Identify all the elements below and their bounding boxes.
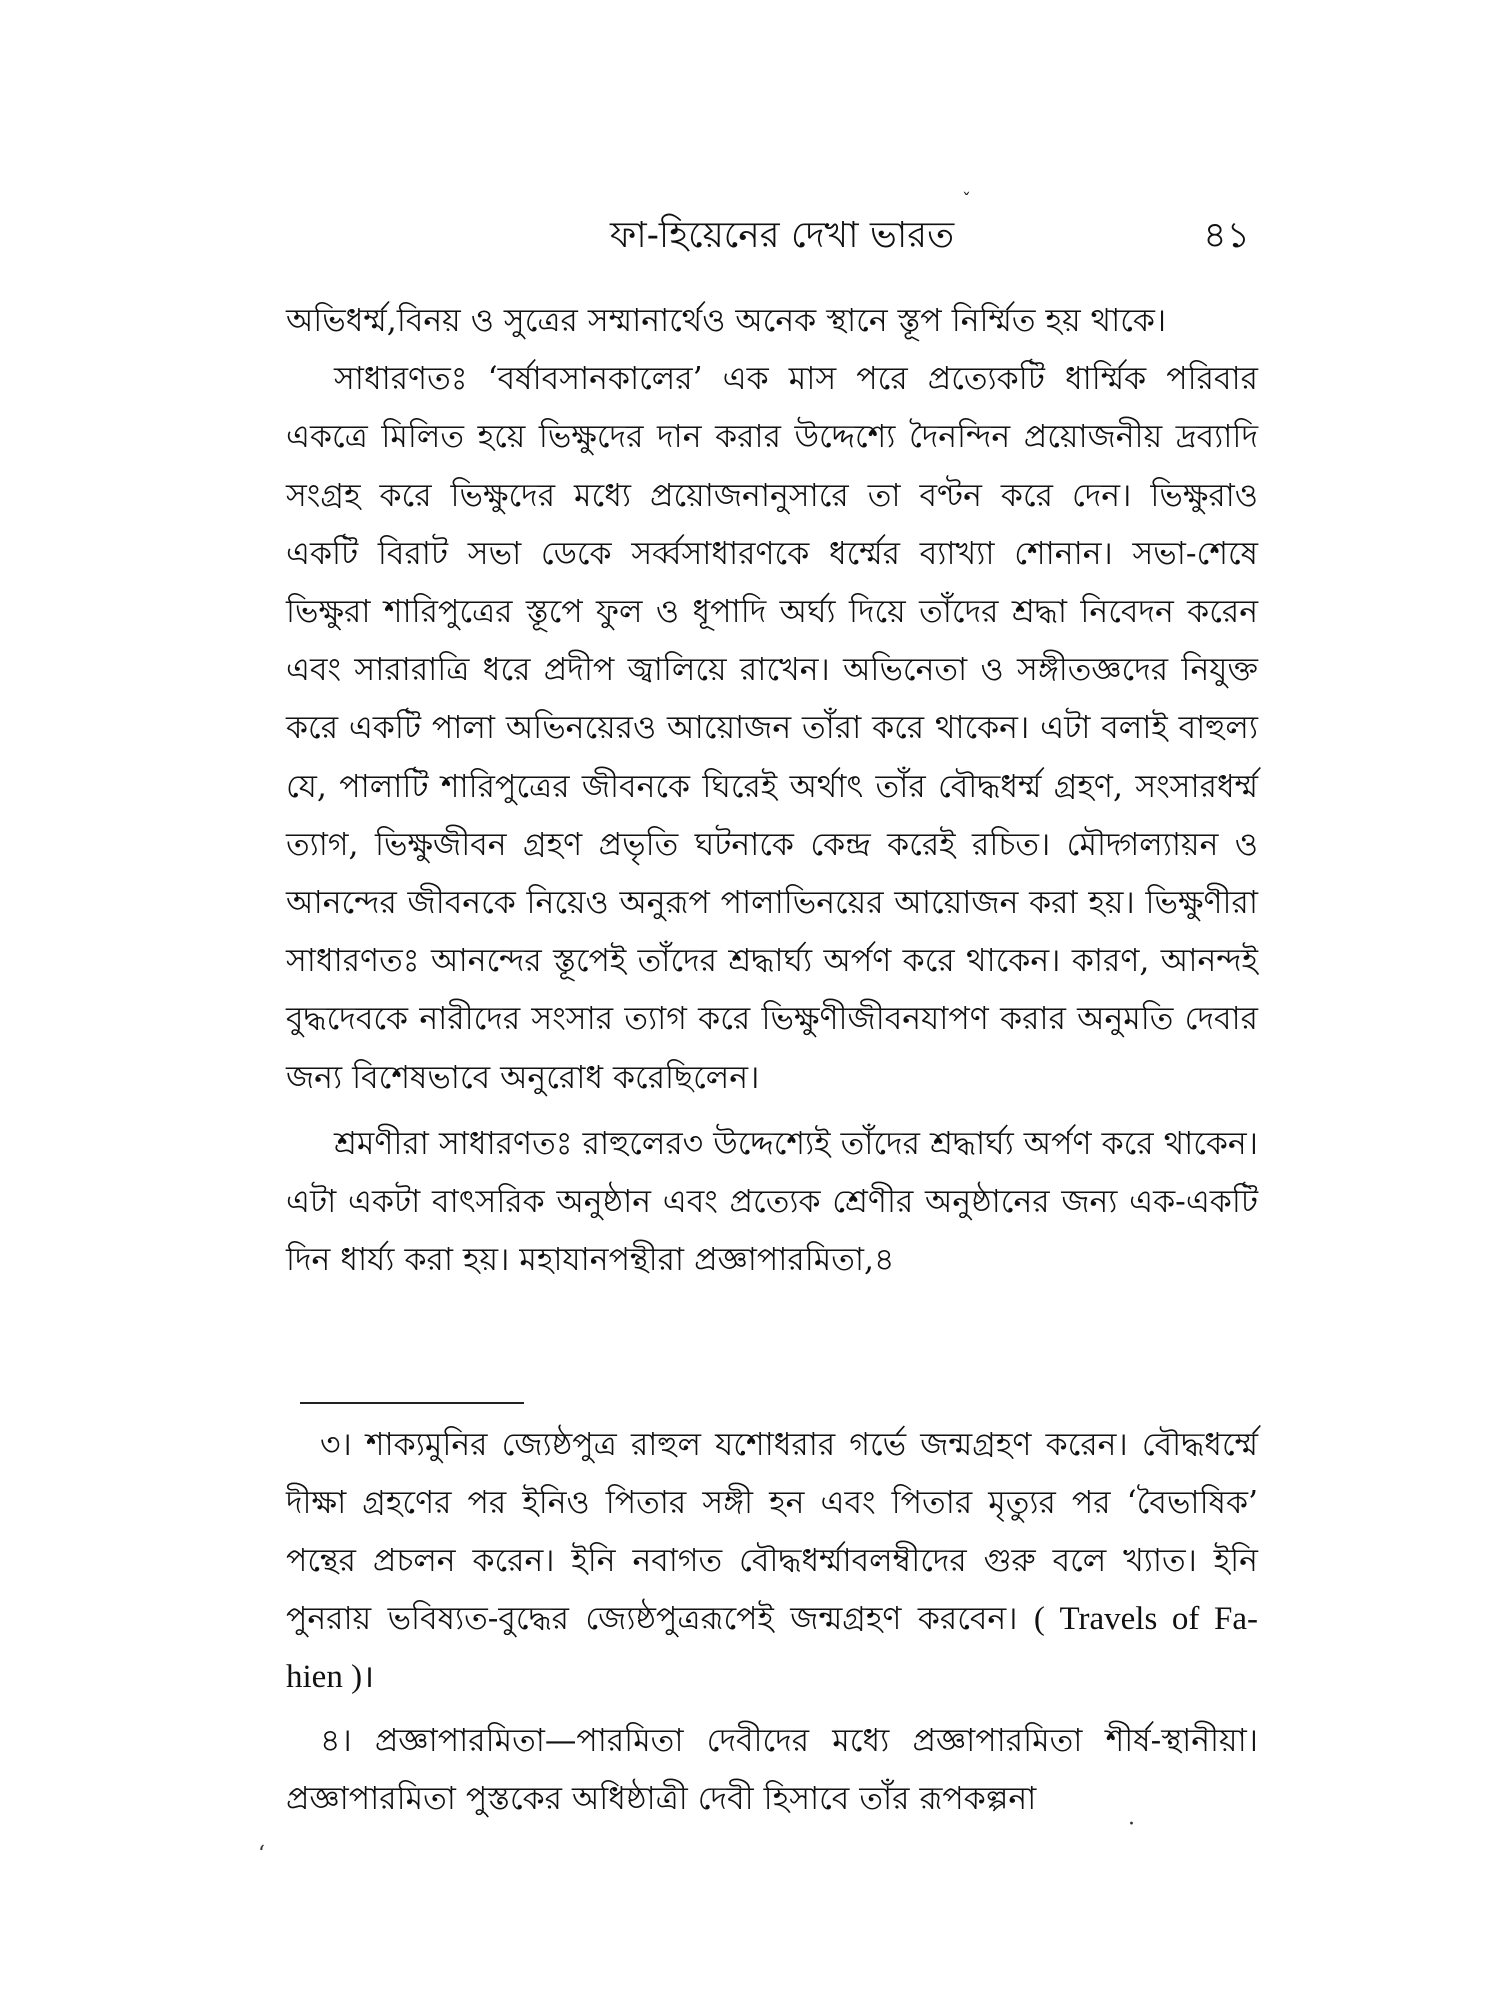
footnote-3 (286, 1416, 1258, 1706)
margin-mark: ‘ (258, 1842, 265, 1867)
footnote-3-text: ৩। শাক্যমুনির জ্যেষ্ঠপুত্র রাহুল যশোধরার গর্ভে জন্মগ্রহণ করেন। বৌদ্ধধর্ম্মে দীক্ষা গ্রহণের পর ইনিও পিতার সঙ্গী হন এবং পিতার মৃত্যুর পর ‘বৈভাষিক’ পন্থের প্রচলন করেন। ইনি নবাগত বৌদ্ধধর্ম্মাবলম্বীদের গুরু বলে খ্যাত। ইনি পুনরায় ভবিষ্যত-বুদ্ধের জ্যেষ্ঠপুত্ররূপেই জন্মগ্রহণ করবেন। (286, 1427, 1258, 1637)
paragraph-2: সাধারণতঃ ‘বর্ষাবসানকালের’ এক মাস পরে প্রত্যেকটি ধার্ম্মিক পরিবার একত্রে মিলিত হয়ে ভিক্ষুদের দান করার উদ্দেশ্যে দৈনন্দিন প্রয়োজনীয় দ্রব্যাদি সংগ্রহ করে ভিক্ষুদের মধ্যে প্রয়োজনানুসারে তা বণ্টন করে দেন। ভিক্ষুরাও একটি বিরাট সভা ডেকে সর্ব্বসাধারণকে ধর্ম্মের ব্যাখ্যা শোনান। সভা-শেষে ভিক্ষুরা শারিপুত্রের স্তূপে ফুল ও ধূপাদি অর্ঘ্য দিয়ে তাঁদের শ্রদ্ধা নিবেদন করেন এবং সারারাত্রি ধরে প্রদীপ জ্বালিয়ে রাখেন। অভিনেতা ও সঙ্গীতজ্ঞদের নিযুক্ত করে একটি পালা অভিনয়েরও আয়োজন তাঁরা করে থাকেন। এটা বলাই বাহুল্য যে, পালাটি শারিপুত্রের জীবনকে ঘিরেই অর্থাৎ তাঁর বৌদ্ধধর্ম্ম গ্রহণ, সংসারধর্ম্ম ত্যাগ, ভিক্ষুজীবন গ্রহণ প্রভৃতি ঘটনাকে কেন্দ্র করেই রচিত। মৌদ্গল্যায়ন ও আনন্দের জীবনকে নিয়েও অনুরূপ পালাভিনয়ের আয়োজন করা হয়। ভিক্ষুণীরা সাধারণতঃ আনন্দের স্তূপেই তাঁদের শ্রদ্ধার্ঘ্য অর্পণ করে থাকেন। কারণ, আনন্দই বুদ্ধদেবকে নারীদের সংসার ত্যাগ করে ভিক্ষুণীজীবনযাপণ করার অনুমতি দেবার জন্য বিশেষভাবে অনুরোধ করেছিলেন। (286, 361, 1258, 1096)
footnote-4: ৪। প্রজ্ঞাপারমিতা—পারমিতা দেবীদের মধ্যে প্রজ্ঞাপারমিতা শীর্ষ-স্থানীয়া। প্রজ্ঞাপারমিতা পুস্তকের অধিষ্ঠাত্রী দেবী হিসাবে তাঁর রূপকল্পনা (286, 1723, 1258, 1817)
footnotes (286, 1416, 1258, 1828)
footnote-divider (300, 1402, 524, 1404)
paragraph-1: অভিধর্ম্ম,বিনয় ও সুত্রের সম্মানার্থেও অনেক স্থানে স্তূপ নির্ম্মিত হয় থাকে। (286, 303, 1167, 339)
main-text (286, 292, 1258, 1289)
paragraph-3: শ্রমণীরা সাধারণতঃ রাহুলের৩ উদ্দেশ্যেই তাঁদের শ্রদ্ধার্ঘ্য অর্পণ করে থাকেন। এটা একটা বাৎসরিক অনুষ্ঠান এবং প্রত্যেক শ্রেণীর অনুষ্ঠানের জন্য এক-একটি দিন ধার্য্য করা হয়। মহাযানপন্থীরা প্রজ্ঞাপারমিতা,৪ (286, 1125, 1258, 1279)
header-tick-mark: ˇ (962, 190, 971, 211)
page-header (290, 190, 1250, 264)
stray-dot-mark: · (1128, 1812, 1135, 1837)
running-title: ফা-হিয়েনের দেখা ভারত (610, 215, 955, 256)
footnote-3-reference: ( Travels of Fa-hien ) (286, 1601, 1259, 1695)
footnote-3-end: । (362, 1659, 375, 1695)
page-number: ৪১ (1203, 215, 1250, 256)
